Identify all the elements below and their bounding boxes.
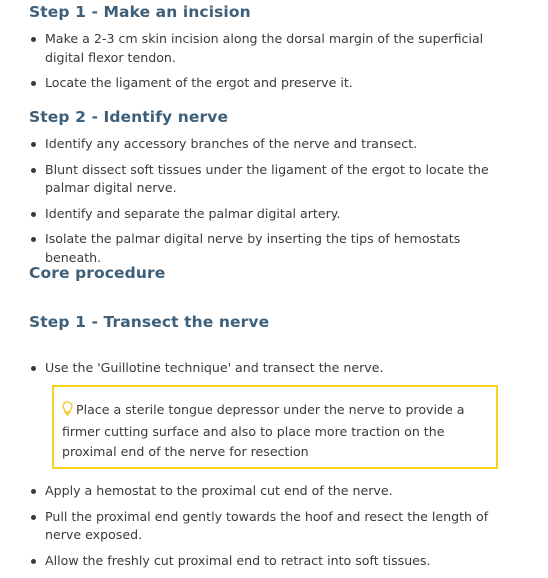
list-item: Identify and separate the palmar digital artery. xyxy=(29,205,509,224)
heading-step1-incision: Step 1 - Make an incision xyxy=(29,3,251,21)
lightbulb-icon xyxy=(62,401,73,422)
list-item: Blunt dissect soft tissues under the ligament of the ergot to locate the palmar digital nerve. xyxy=(29,161,509,198)
list-item: Isolate the palmar digital nerve by inserting the tips of hemostats beneath. xyxy=(29,230,509,267)
list-item: Locate the ligament of the ergot and preserve it. xyxy=(29,74,509,93)
list-step1-incision xyxy=(29,30,509,93)
heading-step2-identify-nerve: Step 2 - Identify nerve xyxy=(29,108,229,126)
tip-text: Place a sterile tongue depressor under the nerve to provide a firmer cutting surface and also to place more traction on the proximal end of the nerve for resection xyxy=(62,402,465,459)
list-step2-identify-nerve xyxy=(29,135,509,267)
list-item: Use the 'Guillotine technique' and transect the nerve. xyxy=(29,359,509,378)
heading-step1-transect: Step 1 - Transect the nerve xyxy=(29,313,270,331)
heading-core-procedure: Core procedure xyxy=(29,264,166,282)
list-step1-transect-after xyxy=(29,482,509,570)
list-step1-transect-before xyxy=(29,359,509,378)
list-item: Make a 2-3 cm skin incision along the dorsal margin of the superficial digital flexor tendon. xyxy=(29,30,509,67)
list-item: Pull the proximal end gently towards the hoof and resect the length of nerve exposed. xyxy=(29,508,509,545)
list-item: Allow the freshly cut proximal end to retract into soft tissues. xyxy=(29,552,509,571)
list-item: Apply a hemostat to the proximal cut end of the nerve. xyxy=(29,482,509,501)
list-item: Identify any accessory branches of the nerve and transect. xyxy=(29,135,509,154)
tip-box xyxy=(52,385,498,469)
